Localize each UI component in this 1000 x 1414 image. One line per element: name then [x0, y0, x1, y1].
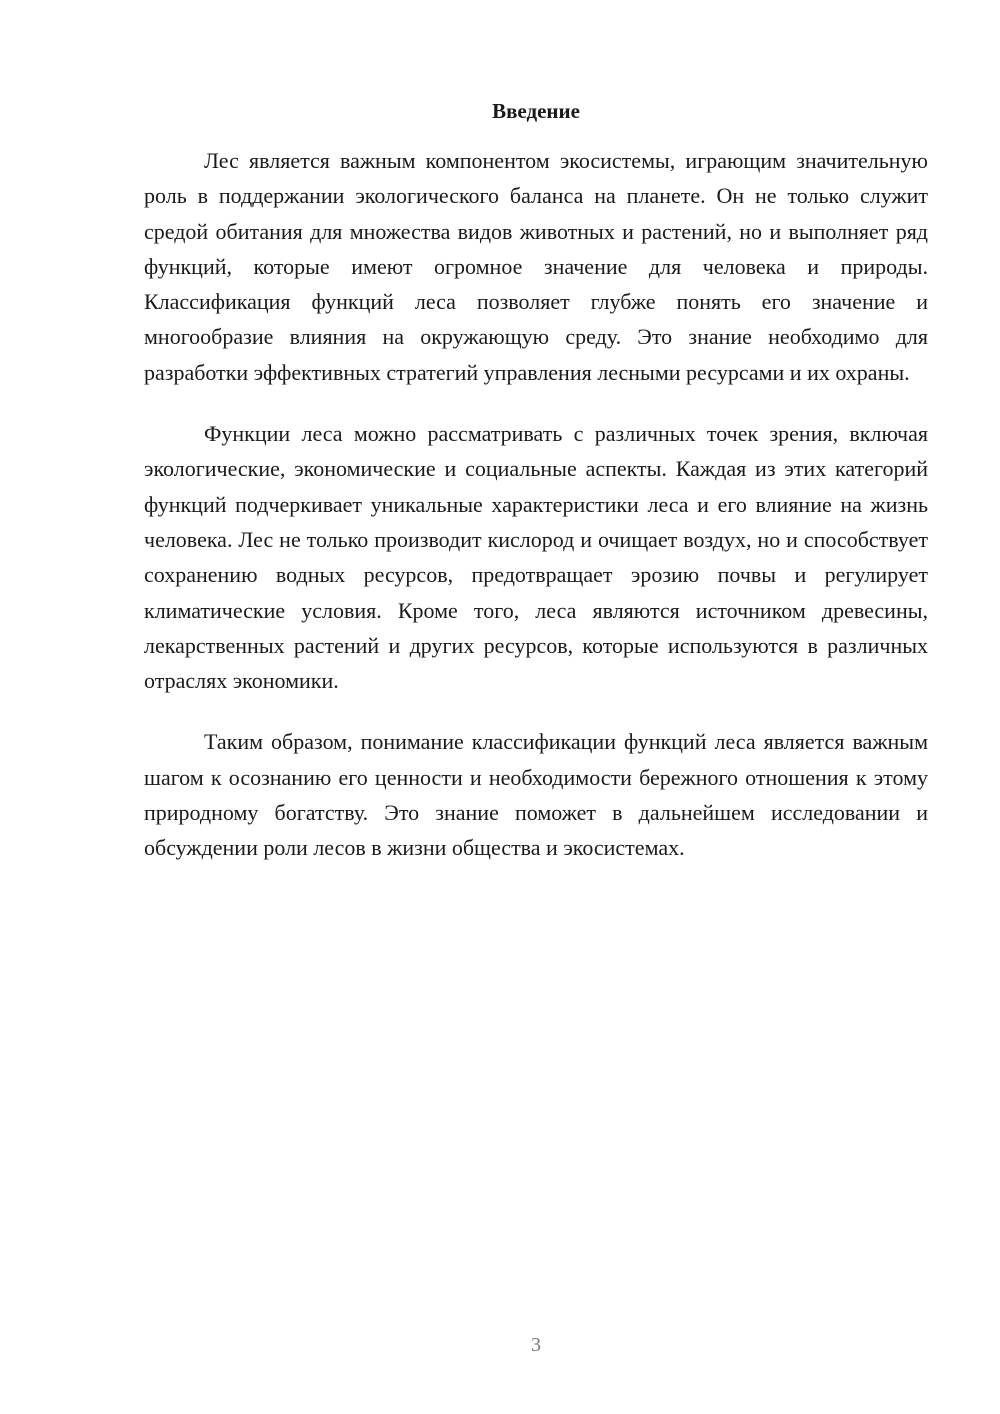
paragraph-2: Функции леса можно рассматривать с различных точек зрения, включая экологические, экономические и социальные аспекты. Каждая из этих категорий функций подчеркивает уникальные характеристики леса и его влияние на жизнь человека. Лес не только производит кислород и очищает воздух, но и способствует сохранению водных ресурсов, предотвращает эрозию почвы и регулирует климатические условия. Кроме того, леса являются источником древесины, лекарственных растений и других ресурсов, которые используются в различных отраслях экономики. [144, 421, 928, 694]
section-title: Введение [492, 99, 580, 123]
page-number: 3 [531, 1334, 541, 1356]
paragraph-3: Таким образом, понимание классификации функций леса является важным шагом к осознанию его ценности и необходимости бережного отношения к этому природному богатству. Это знание поможет в дальнейшем исследовании и обсуждении роли лесов в жизни общества и экосистемах. [144, 729, 928, 861]
body-text [144, 143, 928, 892]
paragraph-1: Лес является важным компонентом экосистемы, играющим значительную роль в поддержании экологического баланса на планете. Он не только служит средой обитания для множества видов животных и растений, но и выполняет ряд функций, которые имеют огромное значение для человека и природы. Классификация функций леса позволяет глубже понять его значение и многообразие влияния на окружающую среду. Это знание необходимо для разработки эффективных стратегий управления лесными ресурсами и их охраны. [144, 148, 928, 385]
